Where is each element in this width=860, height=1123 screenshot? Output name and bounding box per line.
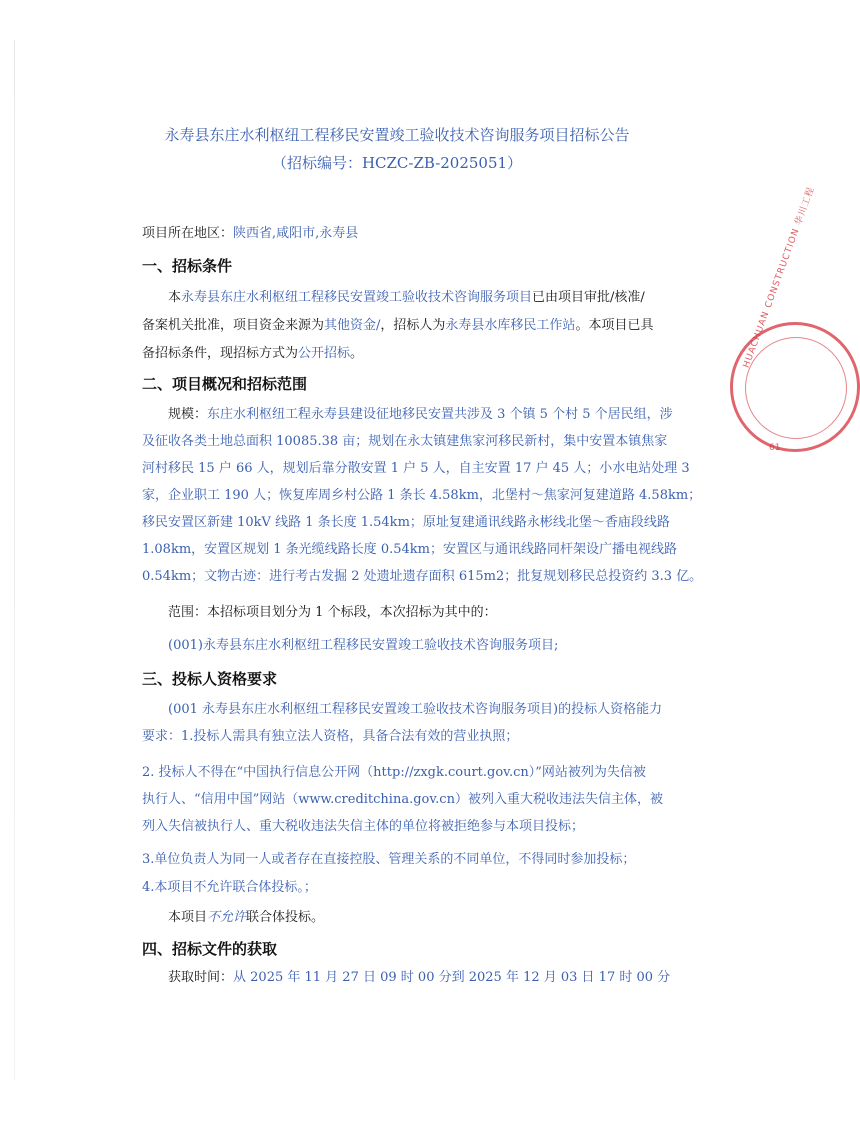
- s2-scale-line-1: [168, 405, 673, 425]
- s1-text: 。: [350, 346, 364, 361]
- s2-range-line: [168, 603, 497, 623]
- section-4-heading: 四、招标文件的获取: [142, 940, 278, 958]
- s1-fund-source: 其他资金/: [324, 318, 381, 333]
- s3-joint-line: [168, 908, 324, 928]
- s3-line-7: 4.本项目不允许联合体投标。；: [142, 880, 317, 895]
- bid-number: （招标编号：HCZC-ZB-2025051）: [271, 154, 523, 172]
- lot-count: 1: [315, 605, 324, 620]
- joint-text: 联合体投标。: [246, 910, 325, 925]
- s2-scale-line-5: 移民安置区新建 10kV 线路 1 条长度 1.54km；原址复建通讯线路永彬线北堡～香庙段线路: [142, 515, 670, 530]
- joint-status: 不允许: [207, 910, 247, 925]
- joint-text: 本项目: [168, 910, 208, 925]
- section-3-heading: 三、投标人资格要求: [142, 670, 278, 688]
- range-text: 范围：本招标项目划分为: [168, 605, 312, 620]
- s3-line-2: 要求：1.投标人需具有独立法人资格，具备合法有效的营业执照；: [142, 729, 519, 744]
- s2-scale-line-7: 0.54km；文物古迹：进行考古发掘 2 处遗址遗存面积 615m2；批复规划移民总投资约 3.3 亿。: [142, 569, 703, 584]
- scan-edge: [14, 40, 15, 1080]
- s3-line-3: 2. 投标人不得在“中国执行信息公开网（http://zxgk.court.gov.cn）”网站被列为失信被: [142, 765, 646, 780]
- s2-scale-line-2: 及征收各类土地总面积 10085.38 亩；规划在永太镇建焦家河移民新村，集中安置本镇焦家: [142, 434, 668, 449]
- s2-scale-line-4: 家，企业职工 190 人；恢复库周乡村公路 1 条长 4.58km，北堡村～焦家河复建道路 4.58km；: [142, 488, 702, 503]
- company-seal: [730, 185, 860, 453]
- s2-scale-line-6: 1.08km，安置区规划 1 条光缆线路长度 0.54km；安置区与通讯线路同杆架设广播电视线路: [142, 542, 677, 557]
- s1-project-name: 永寿县东庄水利枢纽工程移民安置竣工验收技术咨询服务项目: [181, 290, 533, 305]
- s1-line-1: [168, 288, 645, 308]
- s1-text: 已由项目审批/核准/: [532, 290, 645, 305]
- time-label: 获取时间：: [168, 970, 234, 985]
- lot-item: (001)永寿县东庄水利枢纽工程移民安置竣工验收技术咨询服务项目;: [168, 638, 559, 653]
- s1-method: 公开招标: [298, 346, 351, 361]
- s1-text: 备招标条件，现招标方式为: [142, 346, 299, 361]
- seal-inner-ring: [745, 337, 847, 439]
- s3-line-6: 3.单位负责人为同一人或者存在直接控股、管理关系的不同单位，不得同时参加投标；: [142, 852, 636, 867]
- s1-tenderer: 永寿县水库移民工作站: [445, 318, 576, 333]
- s4-time-line: [168, 968, 670, 988]
- section-2-heading: 二、项目概况和招标范围: [142, 375, 308, 393]
- time-value: 从 2025 年 11 月 27 日 09 时 00 分到 2025 年 12 月 03 日 17 时 00 分: [233, 970, 671, 985]
- region-line: [142, 224, 358, 244]
- s3-line-1: (001 永寿县东庄水利枢纽工程移民安置竣工验收技术咨询服务项目)的投标人资格能力: [168, 702, 663, 717]
- s2-scale-line-3: 河村移民 15 户 66 人，规划后靠分散安置 1 户 5 人，自主安置 17 户 45 人；小水电站处理 3: [142, 461, 690, 476]
- s1-line-2: [142, 316, 653, 336]
- region-label: 项目所在地区：: [142, 226, 234, 241]
- s1-text: ，招标人为: [380, 318, 446, 333]
- s1-line-3: [142, 344, 363, 364]
- s1-text: 本: [168, 290, 182, 305]
- s3-line-5: 列入失信被执行人、重大税收违法失信主体的单位将被拒绝参与本项目投标；: [142, 819, 585, 834]
- announcement-title: 永寿县东庄水利枢纽工程移民安置竣工验收技术咨询服务项目招标公告: [164, 126, 630, 144]
- scale-text: 东庄水利枢纽工程永寿县建设征地移民安置共涉及 3 个镇 5 个村 5 个居民组，涉: [207, 407, 673, 422]
- region-value: 陕西省,咸阳市,永寿县: [233, 226, 359, 241]
- scale-label: 规模：: [168, 407, 208, 422]
- seal-text: HUACHUAN CONSTRUCTION 华川工程: [741, 185, 817, 370]
- s1-text: 备案机关批准，项目资金来源为: [142, 318, 325, 333]
- s1-text: 。本项目已具: [575, 318, 654, 333]
- section-1-heading: 一、招标条件: [142, 257, 233, 275]
- seal-number: 61: [769, 443, 781, 453]
- range-text: 个标段，本次招标为其中的：: [327, 605, 497, 620]
- s3-line-4: 执行人、“信用中国”网站（www.creditchina.gov.cn）被列入重大税收违法失信主体，被: [142, 792, 663, 807]
